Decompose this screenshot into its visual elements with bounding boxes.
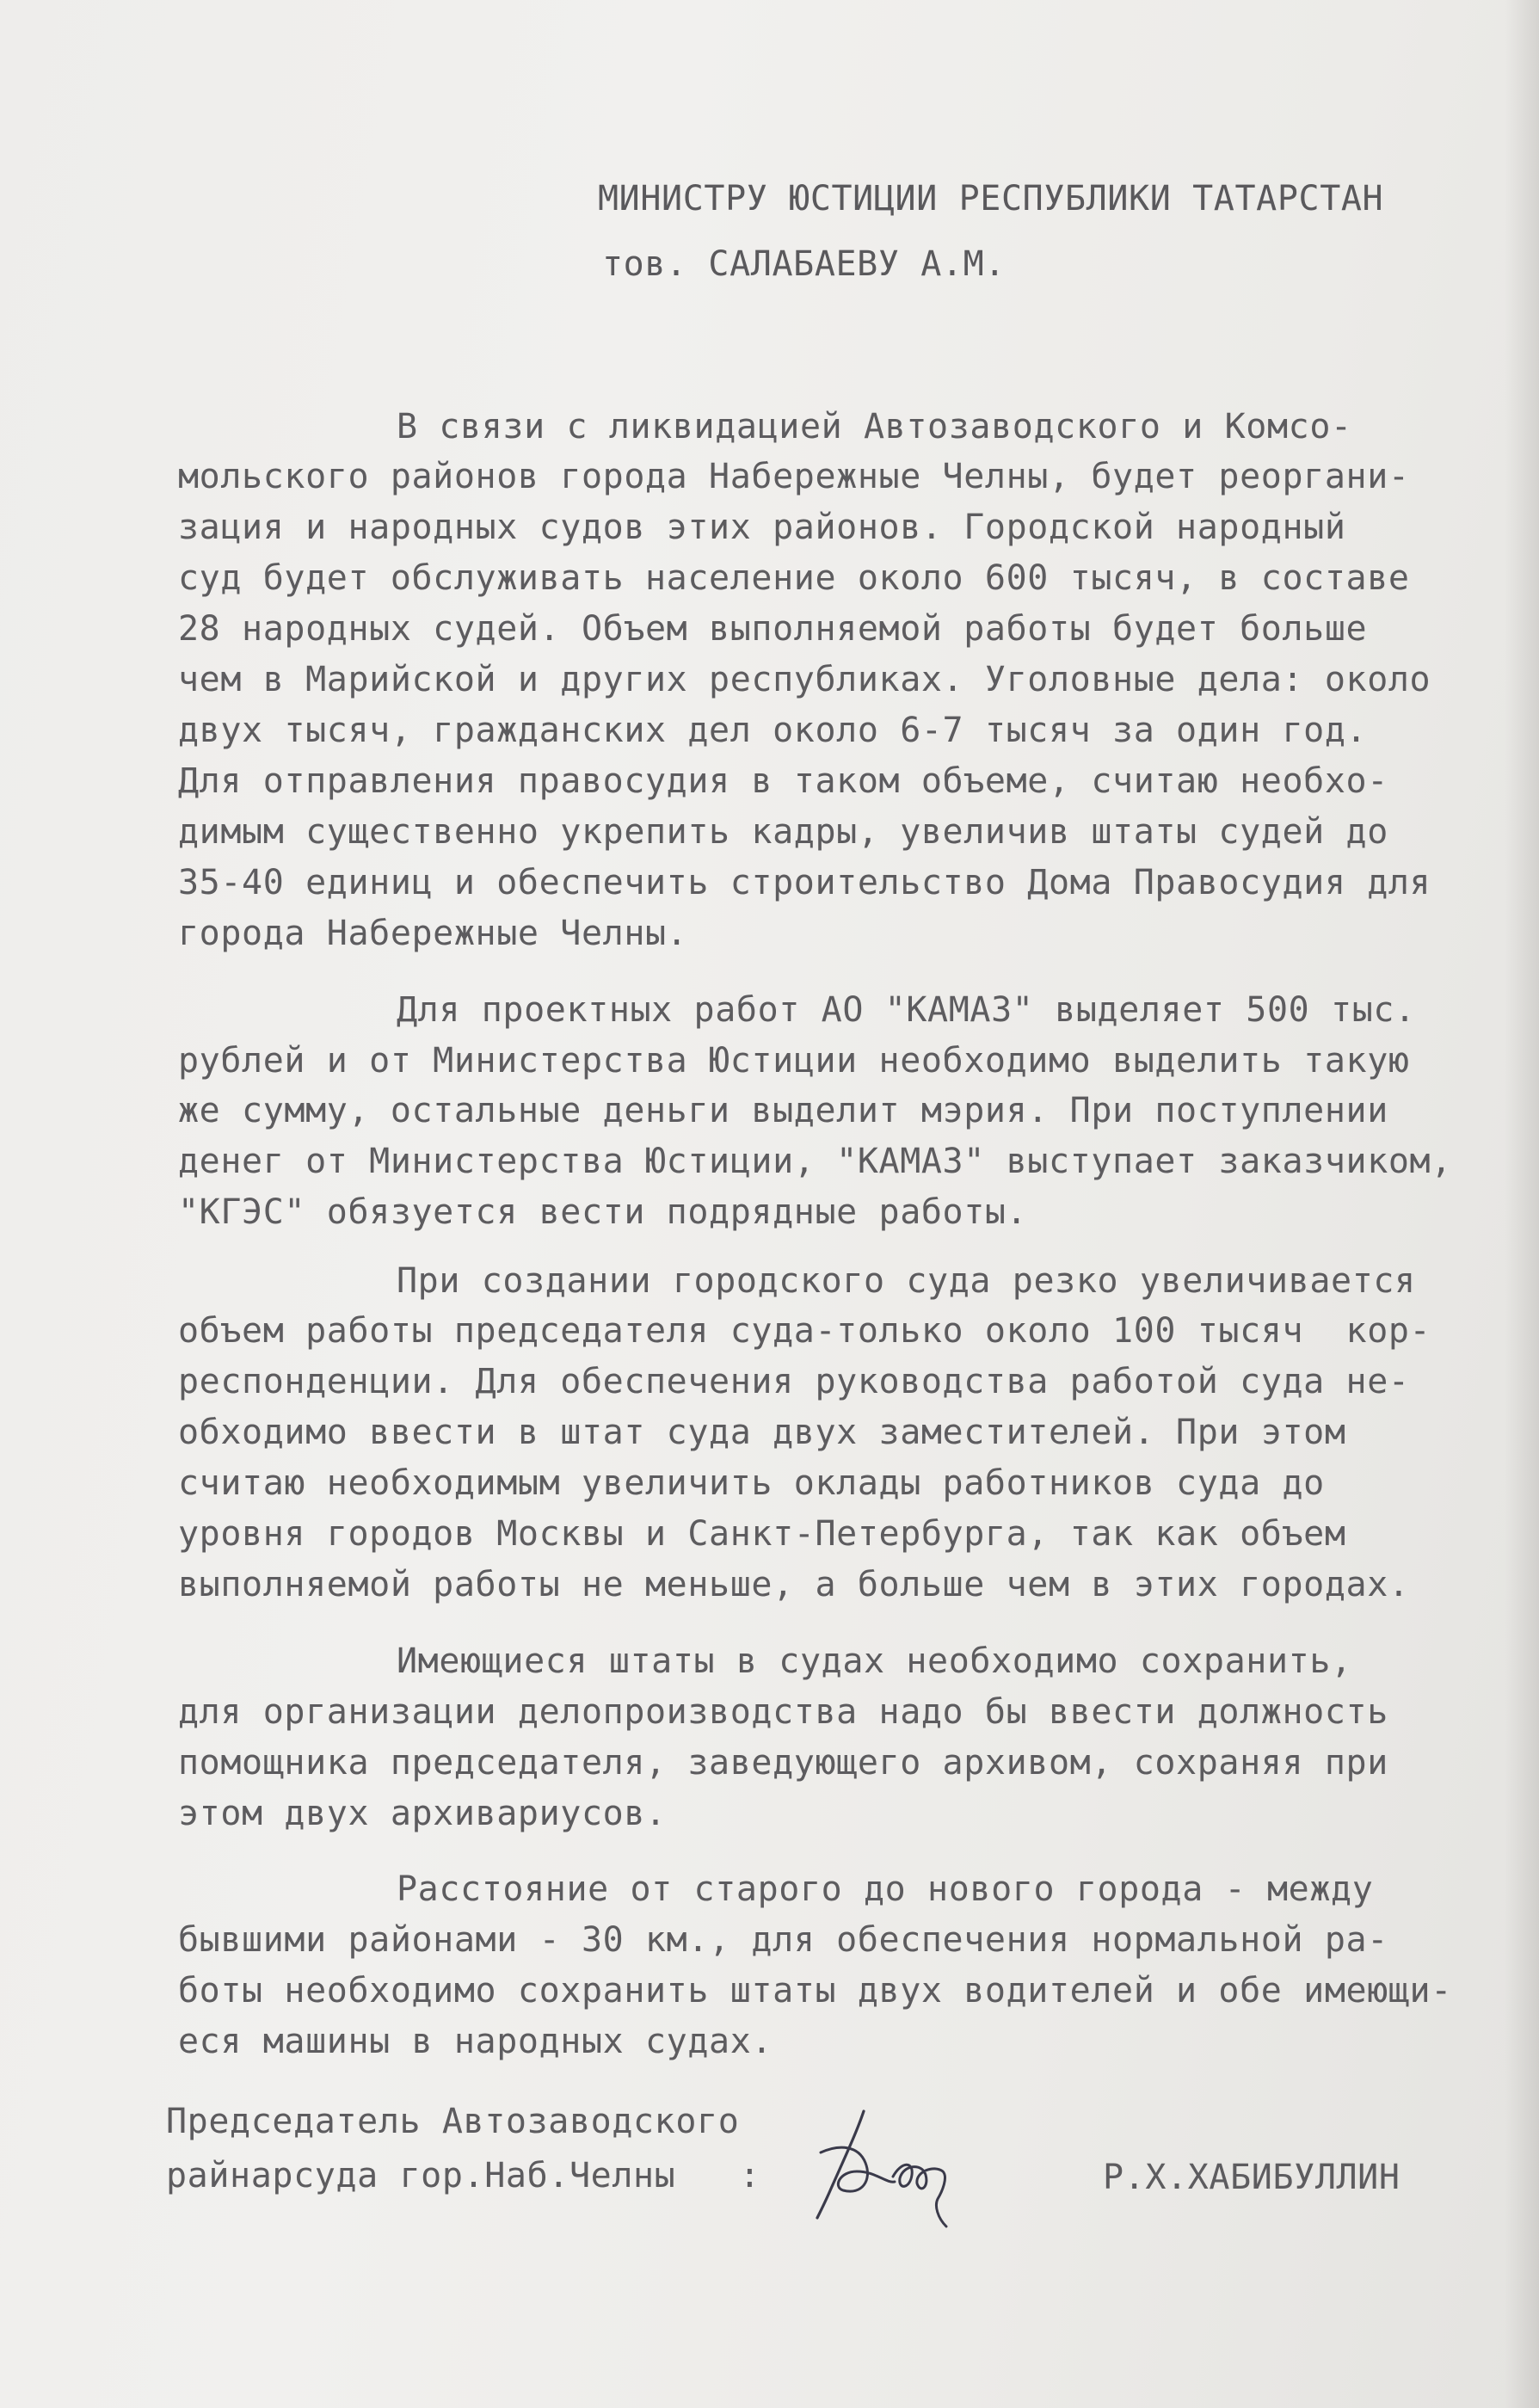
body-line: 28 народных судей. Объем выполняемой работы будет больше: [178, 609, 1368, 649]
body-line: 35-40 единиц и обеспечить строительство Дома Правосудия для: [178, 863, 1431, 902]
body-line: димым существенно укрепить кадры, увеличив штаты судей до: [178, 812, 1388, 852]
body-line: денег от Министерства Юстиции, "КАМАЗ" выступает заказчиком,: [178, 1142, 1452, 1181]
body-line: мольского районов города Набережные Челны, будет реоргани-: [178, 457, 1410, 496]
body-line: респонденции. Для обеспечения руководства работой суда не-: [178, 1362, 1410, 1401]
body-line: "КГЭС" обязуется вести подрядные работы.: [178, 1192, 1028, 1232]
body-line: обходимо ввести в штат суда двух заместителей. При этом: [178, 1413, 1346, 1452]
signatory-title-line-1: Председатель Автозаводского: [166, 2102, 740, 2141]
signatory-name: Р.Х.ХАБИБУЛЛИН: [1103, 2158, 1400, 2197]
body-line: Для проектных работ АО "КАМАЗ" выделяет 500 тыс.: [397, 990, 1416, 1030]
body-line: зация и народных судов этих районов. Городской народный: [178, 508, 1346, 547]
body-line: еся машины в народных судах.: [178, 2022, 773, 2061]
body-line: для организации делопроизводства надо бы ввести должность: [178, 1692, 1388, 1732]
body-line: Для отправления правосудия в таком объеме, считаю необхо-: [178, 761, 1388, 801]
body-line: суд будет обслуживать население около 600 тысяч, в составе: [178, 558, 1410, 598]
signatory-title-line-2: райнарсуда гор.Наб.Челны :: [166, 2156, 761, 2196]
body-line: города Набережные Челны.: [178, 914, 688, 953]
addressee-line-1: МИНИСТРУ ЮСТИЦИИ РЕСПУБЛИКИ ТАТАРСТАН: [598, 179, 1384, 219]
body-line: При создании городского суда резко увеличивается: [397, 1261, 1416, 1301]
body-line: считаю необходимым увеличить оклады работников суда до: [178, 1463, 1325, 1503]
body-line: В связи с ликвидацией Автозаводского и Комсо-: [397, 407, 1352, 446]
body-line: бывшими районами - 30 км., для обеспечения нормальной ра-: [178, 1920, 1388, 1960]
body-line: рублей и от Министерства Юстиции необходимо выделить такую: [178, 1041, 1410, 1081]
addressee-line-2: тов. САЛАБАЕВУ А.М.: [602, 244, 1006, 284]
body-line: Имеющиеся штаты в судах необходимо сохранить,: [397, 1641, 1352, 1681]
page-edge-shadow: [1505, 0, 1539, 2408]
body-line: объем работы председателя суда-только около 100 тысяч кор-: [178, 1311, 1431, 1351]
body-line: Расстояние от старого до нового города - между: [397, 1869, 1374, 1909]
body-line: уровня городов Москвы и Санкт-Петербурга, так как объем: [178, 1514, 1346, 1554]
body-line: этом двух архивариусов.: [178, 1794, 667, 1833]
body-line: выполняемой работы не меньше, а больше чем в этих городах.: [178, 1565, 1410, 1604]
handwritten-signature: [809, 2089, 981, 2235]
body-line: чем в Марийской и других республиках. Уголовные дела: около: [178, 660, 1431, 699]
body-line: помощника председателя, заведующего архивом, сохраняя при: [178, 1743, 1388, 1783]
body-line: же сумму, остальные деньги выделит мэрия. При поступлении: [178, 1091, 1388, 1130]
body-line: боты необходимо сохранить штаты двух водителей и обе имеющи-: [178, 1971, 1452, 2011]
body-line: двух тысяч, гражданских дел около 6-7 тысяч за один год.: [178, 711, 1368, 750]
